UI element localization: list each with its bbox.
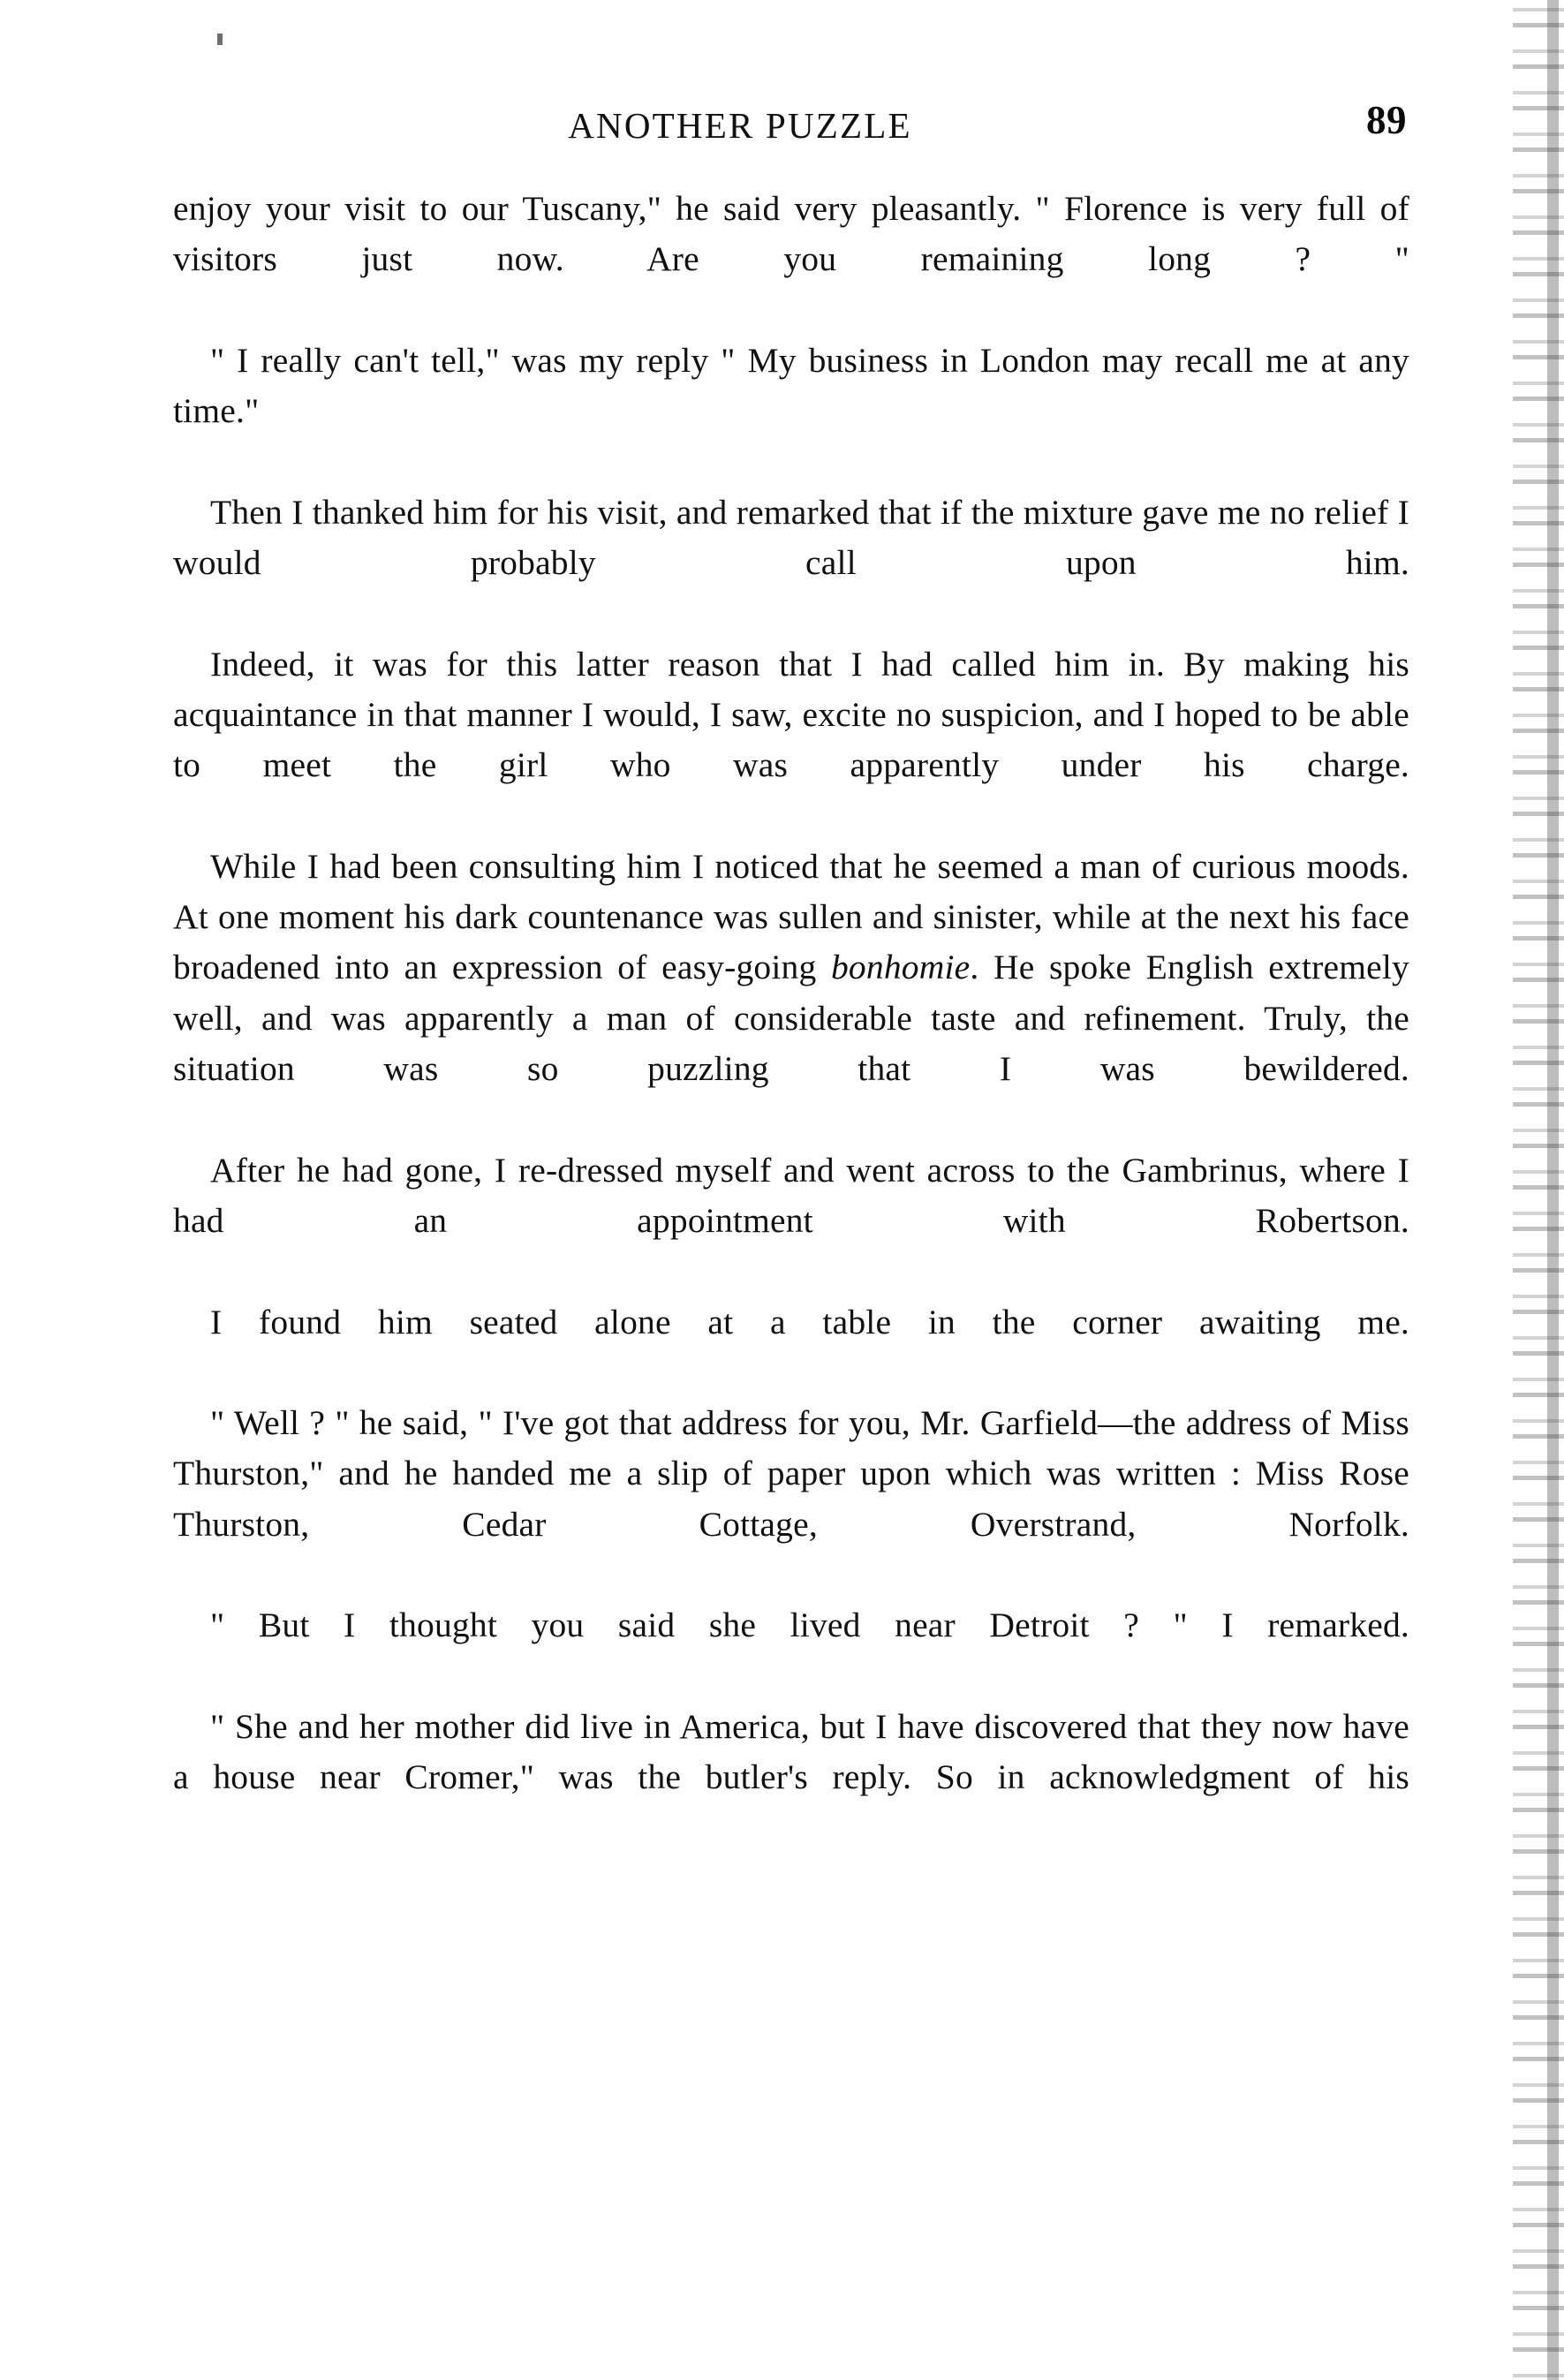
paragraph: I found him seated alone at a table in the corner awaiting me. [210,1302,1409,1341]
paragraph-text: While I had been consulting him I noticed that he seemed a man of curious moods. At one moment his dark countenance was sullen and sinister, while at the next his face broadened into an expression of easy-going [173,846,1409,987]
paragraph: Then I thanked him for his visit, and remarked that if the mixture gave me no relief I would probably call upon him. [173,492,1409,583]
running-title: ANOTHER PUZZLE [568,105,912,146]
paragraph: " I really can't tell," was my reply " My business in London may recall me at any time." [173,340,1409,431]
page-body [173,184,1409,1854]
scan-speck [217,34,223,45]
paragraph: " She and her mother did live in America, but I have discovered that they now have a house near Cromer," was the butler's reply. So in acknowledgment of his [173,1706,1409,1797]
paragraph: enjoy your visit to our Tuscany," he said very pleasantly. " Florence is very full of visitors just now. Are you remaining long ? " [173,189,1409,279]
paragraph: " But I thought you said she lived near Detroit ? " I remarked. [210,1606,1409,1645]
paragraph: Indeed, it was for this latter reason that I had called him in. By making his acquaintance in that manner I would, I saw, excite no suspicion, and I hoped to be able to meet the girl who was apparently under his charge. [173,644,1409,785]
paragraph-with-italic [173,842,1409,1145]
italic-phrase: bonhomie [830,948,971,987]
page-number: 89 [1366,98,1407,142]
scan-gutter-bar [1547,0,1559,2380]
page-header [170,98,1407,157]
paragraph-text-continued: . He spoke English extremely well, and was apparently a man of considerable taste and refinement. Truly, the situation was so puzzling that I was bewildered. [173,948,1410,1089]
paragraph: After he had gone, I re-dressed myself and went across to the Gambrinus, where I had an appointment with Robertson. [173,1150,1409,1240]
paragraph: " Well ? " he said, " I've got that address for you, Mr. Garfield—the address of Miss Thurston," and he handed me a slip of paper upon which was written : Miss Rose Thurston, Cedar Cottage, Overstrand, Norfolk. [173,1403,1409,1544]
